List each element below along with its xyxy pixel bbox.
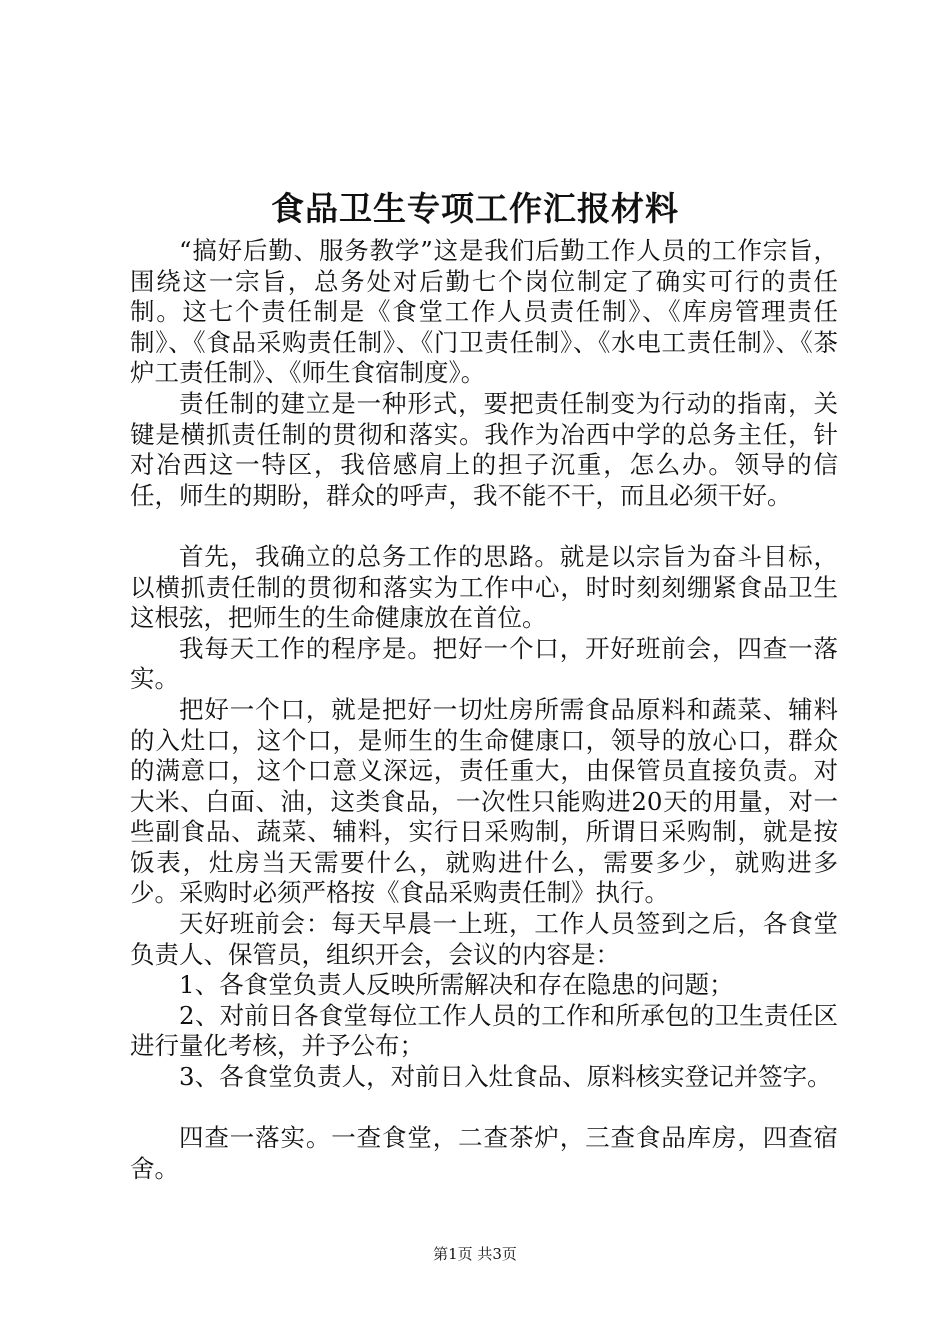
paragraph-entry-control: 把好一个口，就是把好一切灶房所需食品原料和蔬菜、辅料的入灶口，这个口，是师生的生命健康口，领导的放心口，群众的满意口，这个口意义深远，责任重大，由保管员直接负责。对大米、白面、油，这类食品，一次性只能购进20天的用量，对一些副食品、蔬菜、辅料，实行日采购制，所谓日采购制，就是按饭表，灶房当天需要什么，就购进什么，需要多少，就购进多少。采购时必须严格按《食品采购责任制》执行。: [130, 694, 838, 908]
document-title: 食品卫生专项工作汇报材料: [271, 189, 679, 228]
list-item-1: 1、各食堂负责人反映所需解决和存在隐患的问题；: [179, 970, 734, 1000]
paragraph-responsibility: 责任制的建立是一种形式，要把责任制变为行动的指南，关键是横抓责任制的贯彻和落实。我作为冶西中学的总务主任，针对冶西这一特区，我倍感肩上的担子沉重，怎么办。领导的信任，师生的期盼，群众的呼声，我不能不干，而且必须干好。: [130, 388, 838, 510]
list-item-3: 3、各食堂负责人，对前日入灶食品、原料核实登记并签字。: [179, 1062, 832, 1092]
paragraph-inspections: 四查一落实。一查食堂，二查茶炉，三查食品库房，四查宿舍。: [130, 1123, 838, 1183]
paragraph-approach: 首先，我确立的总务工作的思路。就是以宗旨为奋斗目标，以横抓责任制的贯彻和落实为工作中心，时时刻刻绷紧食品卫生这根弦，把师生的生命健康放在首位。: [130, 541, 838, 633]
document-body: [130, 236, 838, 1184]
paragraph-morning-meeting: 天好班前会：每天早晨一上班，工作人员签到之后，各食堂负责人、保管员，组织开会，会议的内容是：: [130, 909, 838, 969]
page-footer: 第1页 共3页: [433, 1245, 517, 1263]
paragraph-daily-procedure: 我每天工作的程序是。把好一个口，开好班前会，四查一落实。: [130, 633, 838, 694]
paragraph-mission: “搞好后勤、服务教学”这是我们后勤工作人员的工作宗旨，围绕这一宗旨，总务处对后勤七个岗位制定了确实可行的责任制。这七个责任制是《食堂工作人员责任制》、《库房管理责任制》、《食品采购责任制》、《门卫责任制》、《水电工责任制》、《茶炉工责任制》、《师生食宿制度》。: [130, 236, 838, 388]
list-item-2: 2、对前日各食堂每位工作人员的工作和所承包的卫生责任区进行量化考核，并予公布；: [130, 1000, 838, 1061]
